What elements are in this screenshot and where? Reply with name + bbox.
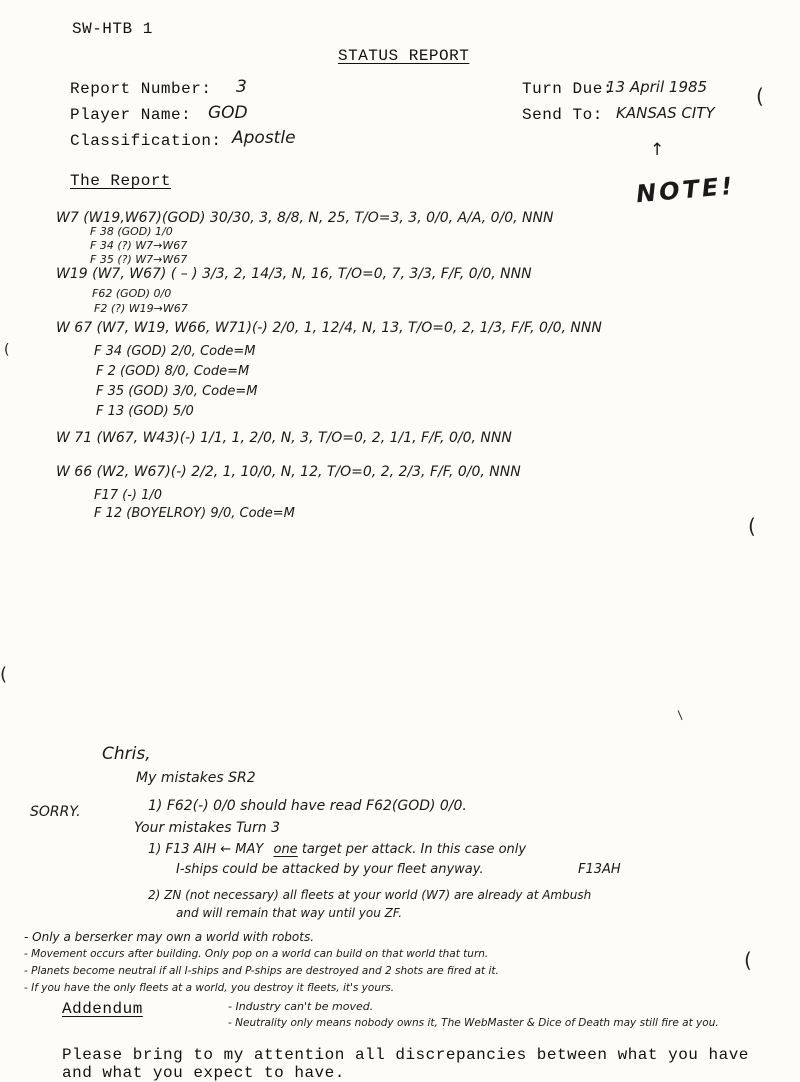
- note-my-item-1: 1) F62(-) 0/0 should have read F62(GOD) 0/0.: [148, 798, 467, 814]
- turn-due-value: 13 April 1985: [606, 78, 708, 96]
- send-to-value: KANSAS CITY: [616, 104, 715, 122]
- report-line-f2-move: F2 (?) W19→W67: [94, 302, 188, 315]
- report-line-w66: W 66 (W2, W67)(-) 2/2, 1, 10/0, N, 12, T/O=0, 2, 2/3, F/F, 0/0, NNN: [56, 464, 521, 480]
- note-sorry: SORRY.: [30, 804, 81, 820]
- margin-mark: (: [756, 84, 764, 108]
- report-number-value: 3: [236, 77, 247, 97]
- report-line-w7: W7 (W19,W67)(GOD) 30/30, 3, 8/8, N, 25, T/O=3, 3, 0/0, A/A, 0/0, NNN: [56, 210, 554, 226]
- note-item-1-start: 1) F13 AIH ← MAY: [148, 842, 264, 857]
- report-line-f12: F 12 (BOYELROY) 9/0, Code=M: [94, 506, 295, 521]
- classification-label: Classification:: [70, 132, 222, 150]
- note-item-1-one: one: [273, 842, 298, 857]
- note-item-2-line-2: and will remain that way until you ZF.: [176, 906, 403, 920]
- report-line-w19: W19 (W7, W67) ( – ) 3/3, 2, 14/3, N, 16, T/O=0, 7, 3/3, F/F, 0/0, NNN: [56, 266, 532, 282]
- note-my-mistakes: My mistakes SR2: [136, 770, 256, 786]
- report-line-f62: F62 (GOD) 0/0: [92, 287, 172, 300]
- rule-line-4: - If you have the only fleets at a world, you destroy it fleets, it's yours.: [24, 982, 395, 994]
- report-line-w71: W 71 (W67, W43)(-) 1/1, 1, 2/0, N, 3, T/O=0, 2, 1/1, F/F, 0/0, NNN: [56, 430, 512, 446]
- note-item-1-line-1: [148, 842, 526, 857]
- note-your-mistakes: Your mistakes Turn 3: [134, 820, 281, 836]
- addendum-line-2: - Neutrality only means nobody owns it, The WebMaster & Dice of Death may still fire at you.: [228, 1017, 719, 1029]
- footer-line-1: Please bring to my attention all discrepancies between what you have: [62, 1046, 749, 1064]
- turn-due-label: Turn Due:: [522, 80, 613, 98]
- note-item-1-correction: F13AH: [578, 862, 621, 877]
- page-title: STATUS REPORT: [338, 47, 470, 65]
- report-line-f2: F 2 (GOD) 8/0, Code=M: [96, 364, 250, 379]
- rule-line-2: - Movement occurs after building. Only pop on a world can build on that world that turn.: [24, 948, 489, 960]
- report-line-f35: F 35 (GOD) 3/0, Code=M: [96, 384, 258, 399]
- margin-mark: (: [0, 664, 8, 685]
- report-line-f13: F 13 (GOD) 5/0: [96, 404, 194, 419]
- document-id: SW-HTB 1: [72, 20, 153, 38]
- note-item-1-rest: target per attack. In this case only: [301, 842, 527, 857]
- report-line-f35-move: F 35 (?) W7→W67: [90, 253, 188, 266]
- report-line-f38: F 38 (GOD) 1/0: [90, 225, 173, 238]
- note-item-1-line-2: I-ships could be attacked by your fleet anyway.: [176, 862, 484, 877]
- report-line-w67: W 67 (W7, W19, W66, W71)(-) 2/0, 1, 12/4, N, 13, T/O=0, 2, 1/3, F/F, 0/0, NNN: [56, 320, 602, 336]
- margin-mark: (: [4, 342, 10, 358]
- margin-mark: (: [744, 948, 752, 972]
- rule-line-1: - Only a berserker may own a world with robots.: [24, 930, 315, 944]
- margin-mark: /: [673, 708, 687, 722]
- note-annotation: NOTE!: [634, 171, 737, 209]
- player-name-label: Player Name:: [70, 106, 192, 124]
- classification-value: Apostle: [232, 128, 296, 148]
- note-item-2-line-1: 2) ZN (not necessary) all fleets at your world (W7) are already at Ambush: [148, 888, 592, 902]
- footer-line-2: and what you expect to have.: [62, 1064, 345, 1082]
- report-line-f17: F17 (-) 1/0: [94, 488, 163, 503]
- note-greeting: Chris,: [102, 744, 151, 764]
- player-name-value: GOD: [208, 103, 248, 123]
- addendum-line-1: - Industry can't be moved.: [228, 1000, 374, 1013]
- rule-line-3: - Planets become neutral if all I-ships and P-ships are destroyed and 2 shots are fired at it.: [24, 965, 499, 977]
- margin-mark: (: [748, 514, 756, 538]
- report-line-f34-move: F 34 (?) W7→W67: [90, 239, 188, 252]
- report-heading: The Report: [70, 172, 172, 190]
- report-number-label: Report Number:: [70, 80, 212, 98]
- report-line-f34: F 34 (GOD) 2/0, Code=M: [94, 344, 256, 359]
- addendum-heading: Addendum: [62, 1000, 143, 1018]
- note-arrow: ↑: [650, 140, 665, 160]
- send-to-label: Send To:: [522, 106, 603, 124]
